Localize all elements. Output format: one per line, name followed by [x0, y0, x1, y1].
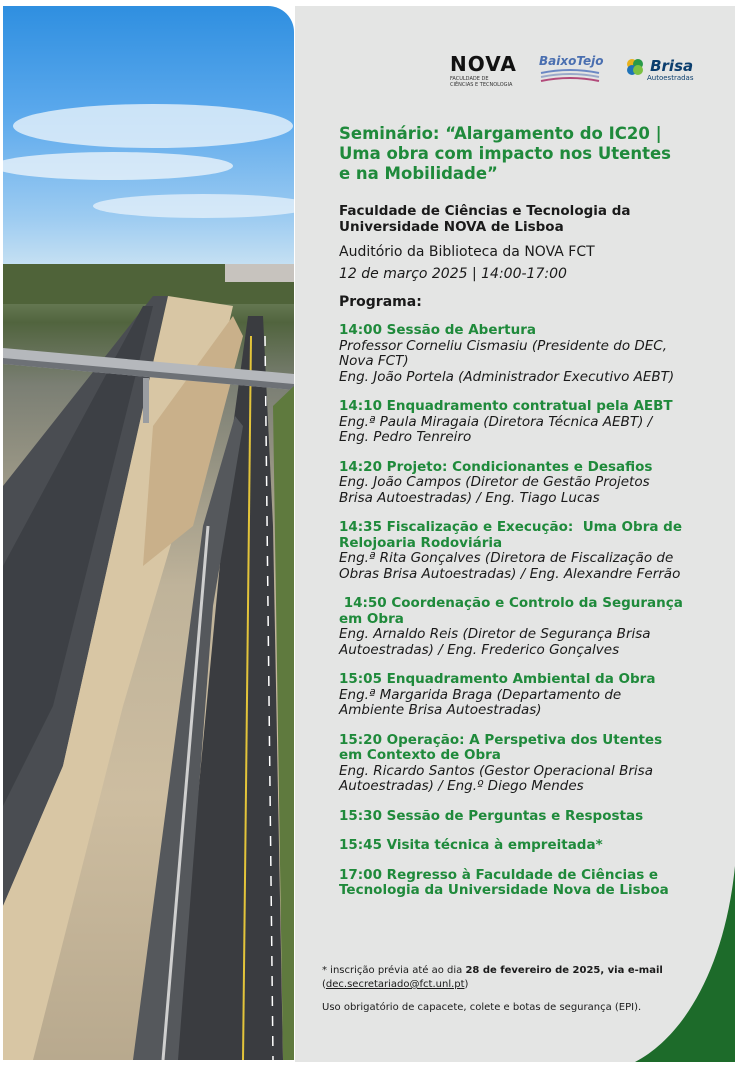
seminar-info [339, 124, 688, 913]
program-item-speakers: Eng.ª Rita Gonçalves (Diretora de Fiscalização de Obras Brisa Autoestradas) / Eng. Alexandre Ferrão [339, 550, 681, 582]
nova-fct-logo [450, 52, 520, 88]
brisa-logo [625, 56, 694, 82]
program-item [339, 460, 684, 507]
brisa-flower-icon [625, 57, 645, 77]
nova-logo-text: NOVA [450, 52, 517, 76]
email-paren-open: ( [322, 979, 326, 990]
program-item-heading: 14:00 Sessão de Abertura [339, 322, 536, 338]
program-item-heading: 14:35 Fiscalização e Execução: Uma Obra de Relojoaria Rodoviária [339, 519, 687, 551]
program-item-heading: 17:00 Regresso à Faculdade de Ciências e Tecnologia da Universidade Nova de Lisboa [339, 866, 669, 898]
program-item [339, 399, 684, 446]
institution-name: Faculdade de Ciências e Tecnologia da Universidade NOVA de Lisboa [339, 203, 631, 235]
baixotejo-logo-text: BaixoTejo [539, 54, 604, 68]
brisa-logo-text: Brisa [650, 57, 694, 75]
program-item-heading: 15:05 Enquadramento Ambiental da Obra [339, 671, 656, 687]
program-item [339, 868, 684, 899]
program-item-speakers: Eng.ª Paula Miragaia (Diretora Técnica AEBT) / Eng. Pedro Tenreiro [339, 413, 653, 445]
program-item-heading: 14:10 Enquadramento contratual pela AEBT [339, 398, 673, 414]
program-item [339, 519, 687, 582]
footer-notes [322, 964, 722, 1015]
registration-note-text: * inscrição prévia até ao dia [322, 965, 466, 976]
program-item-speakers: Professor Corneliu Cismasiu (Presidente do DEC, Nova FCT) [339, 337, 668, 369]
registration-note [322, 964, 722, 978]
baixotejo-logo [539, 54, 603, 87]
program-item-speakers: Eng. Ricardo Santos (Gestor Operacional Brisa Autoestradas) / Eng.º Diego Mendes [339, 762, 653, 794]
email-paren-close: ) [464, 979, 469, 990]
content-panel [295, 6, 735, 1062]
registration-email-link[interactable]: dec.secretariado@fct.unl.pt [325, 979, 465, 990]
program-item-heading: 15:30 Sessão de Perguntas e Respostas [339, 807, 644, 824]
highway-illustration [3, 6, 294, 1060]
program-item-heading: 14:20 Projeto: Condicionantes e Desafios [339, 458, 653, 475]
program-item-speakers: Eng.ª Margarida Braga (Departamento de Ambiente Brisa Autoestradas) [339, 686, 622, 718]
program-item-speakers: Eng. Arnaldo Reis (Diretor de Segurança Brisa Autoestradas) / Eng. Frederico Gonçalves [339, 626, 651, 658]
seminar-title: Seminário: “Alargamento do IC20 | Uma obra com impacto nos Utentes e na Mobilidade” [339, 124, 671, 183]
nova-logo-subtitle [450, 76, 520, 88]
event-date: 12 de março 2025 | 14:00-17:00 [339, 266, 567, 282]
program-item-speakers: Eng. João Campos (Diretor de Gestão Projetos Brisa Autoestradas) / Eng. Tiago Lucas [339, 474, 650, 506]
registration-email-line [322, 978, 722, 992]
program-label: Programa: [339, 294, 422, 310]
program-item [339, 323, 684, 385]
logo-bar [295, 52, 735, 92]
program-item-heading: 15:20 Operação: A Perspetiva dos Utentes em Contexto de Obra [339, 731, 667, 763]
program-item-heading: 14:50 Coordenação e Controlo da Segurança em Obra [339, 595, 688, 627]
program-item [339, 733, 684, 795]
program-item [339, 838, 684, 854]
highway-aerial-photo [3, 6, 294, 1060]
baixotejo-waves-icon [539, 69, 601, 83]
nova-logo-subtitle-line1: FACULDADE DE [450, 76, 489, 82]
program-item-speakers: Eng. João Portela (Administrador Executivo AEBT) [339, 368, 675, 385]
nova-logo-subtitle-line2: CIÊNCIAS E TECNOLOGIA [450, 82, 513, 88]
brisa-logo-subtitle: Autoestradas [647, 74, 694, 82]
program-item [339, 809, 684, 825]
venue: Auditório da Biblioteca da NOVA FCT [339, 244, 595, 260]
program-item-heading: 15:45 Visita técnica à empreitada* [339, 837, 603, 853]
program-list [339, 322, 688, 899]
registration-deadline: 28 de fevereiro de 2025, via e-mail [465, 965, 663, 976]
program-item [339, 595, 688, 658]
program-item [339, 672, 684, 719]
safety-equipment-note: Uso obrigatório de capacete, colete e botas de segurança (EPI). [322, 1002, 642, 1013]
